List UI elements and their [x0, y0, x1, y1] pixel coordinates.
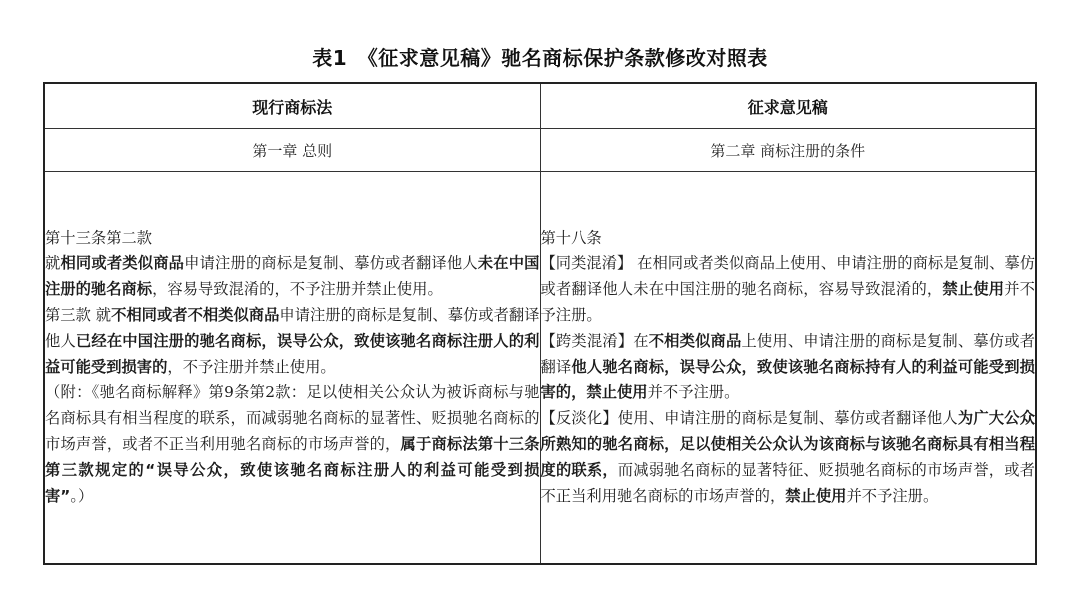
header-row [44, 83, 1036, 129]
cross-class-confusion: 【跨类混淆】在不相类似商品上使用、申请注册的商标是复制、摹仿或者翻译他人驰名商标，误导公众，致使该驰名商标持有人的利益可能受到损害的，禁止使用并不予注册。 [540, 331, 1035, 402]
table-title: 表1 《征求意见稿》驰名商标保护条款修改对照表 [312, 46, 768, 70]
article-13-heading: 第十三条第二款 [45, 228, 153, 247]
header-current-law: 现行商标法 [44, 83, 540, 129]
content-row [44, 172, 1036, 565]
chapter-row [44, 129, 1036, 172]
article-13-para-3: 第三款 就不相同或者不相类似商品申请注册的商标是复制、摹仿或者翻译他人已经在中国注册的驰名商标，误导公众，致使该驰名商标注册人的利益可能受到损害的，不予注册并禁止使用。 [45, 306, 540, 376]
same-class-confusion: 【同类混淆】 在相同或者类似商品上使用、申请注册的商标是复制、摹仿或者翻译他人未在中国注册的驰名商标，容易导致混淆的，禁止使用并不予注册。 [540, 254, 1035, 324]
interpretation-note: （附：《驰名商标解释》第9条第2款：足以使相关公众认为被诉商标与驰名商标具有相当程度的联系，而减弱驰名商标的显著性、贬损驰名商标的市场声誉，或者不正当利用驰名商标的市场声誉的，属于商标法第十三条第三款规定的“误导公众，致使该驰名商标注册人的利益可能受到损害”。） [45, 383, 540, 505]
chapter-current-law: 第一章 总则 [44, 129, 540, 172]
article-18-heading: 第十八条 [540, 228, 602, 247]
header-draft: 征求意见稿 [540, 83, 1036, 129]
current-law-text [44, 172, 540, 565]
draft-text [540, 172, 1036, 565]
anti-dilution: 【反淡化】使用、申请注册的商标是复制、摹仿或者翻译他人为广大公众所熟知的驰名商标，足以使相关公众认为该商标与该驰名商标具有相当程度的联系，而减弱驰名商标的显著特征、贬损驰名商标的市场声誉，或者不正当利用驰名商标的市场声誉的，禁止使用并不予注册。 [540, 409, 1035, 505]
article-13-para-2: 就相同或者类似商品申请注册的商标是复制、摹仿或者翻译他人未在中国注册的驰名商标，容易导致混淆的，不予注册并禁止使用。 [45, 254, 540, 299]
chapter-draft: 第二章 商标注册的条件 [540, 129, 1036, 172]
comparison-table [43, 82, 1037, 565]
